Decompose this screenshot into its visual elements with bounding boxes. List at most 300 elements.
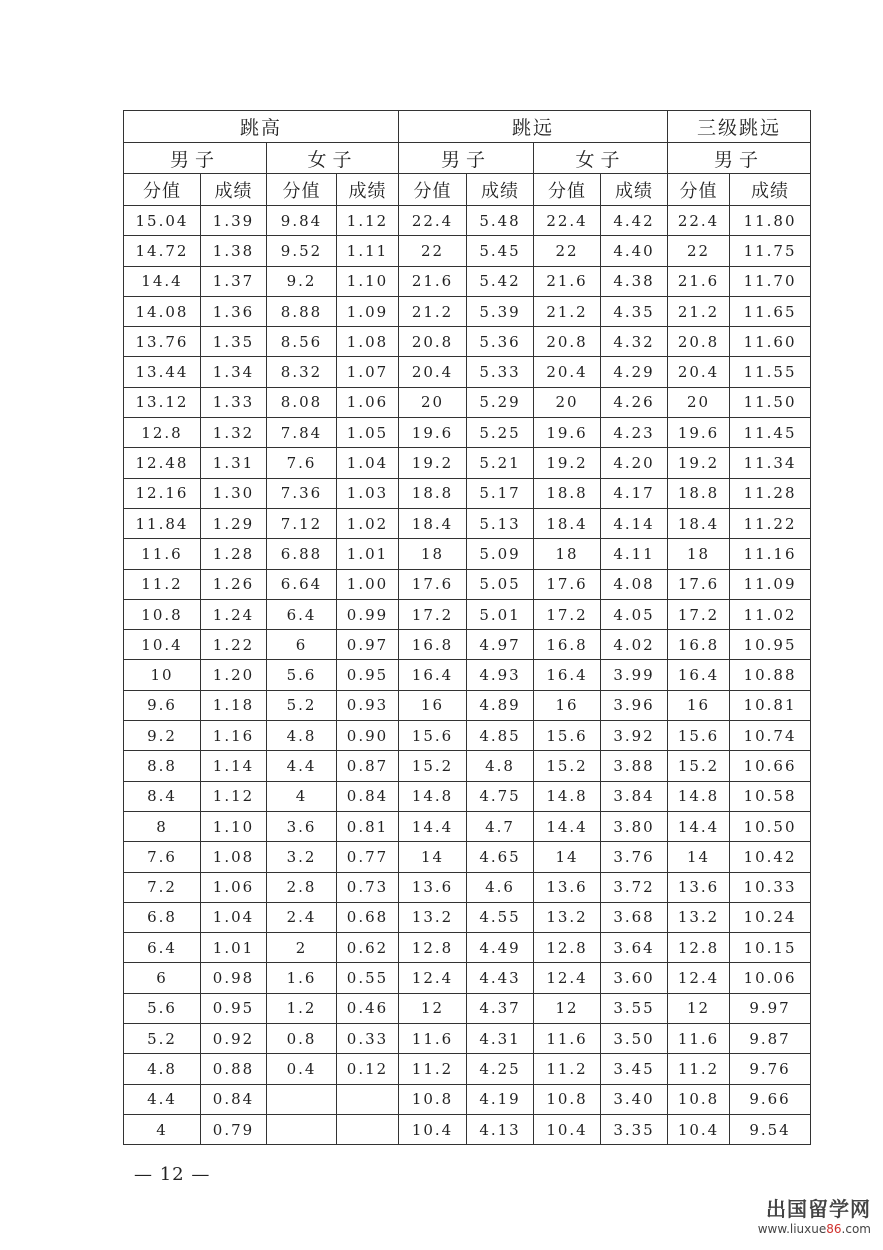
table-cell: 10.4	[399, 1114, 467, 1144]
table-cell	[267, 1084, 337, 1114]
table-cell: 12.4	[399, 963, 467, 993]
table-cell: 12.8	[534, 933, 601, 963]
table-cell: 3.60	[601, 963, 668, 993]
table-cell: 21.6	[668, 266, 730, 296]
table-cell: 4.8	[124, 1054, 201, 1084]
table-cell: 20.8	[668, 327, 730, 357]
table-cell: 17.6	[399, 569, 467, 599]
table-cell: 6.4	[267, 599, 337, 629]
table-cell: 1.04	[337, 448, 399, 478]
table-cell: 3.76	[601, 842, 668, 872]
table-cell: 1.29	[201, 508, 267, 538]
column-header: 成绩	[730, 174, 811, 206]
table-cell: 11.45	[730, 418, 811, 448]
table-cell: 4.29	[601, 357, 668, 387]
table-cell: 10.06	[730, 963, 811, 993]
table-cell: 10.33	[730, 872, 811, 902]
table-cell: 1.12	[337, 206, 399, 236]
table-cell: 12	[399, 993, 467, 1023]
table-cell: 9.84	[267, 206, 337, 236]
table-cell: 13.6	[668, 872, 730, 902]
table-cell: 1.06	[201, 872, 267, 902]
table-cell: 11.2	[534, 1054, 601, 1084]
table-cell: 16	[668, 690, 730, 720]
table-cell: 7.2	[124, 872, 201, 902]
table-cell: 11.22	[730, 508, 811, 538]
table-cell: 4.13	[467, 1114, 534, 1144]
table-cell: 1.01	[201, 933, 267, 963]
table-cell: 3.72	[601, 872, 668, 902]
table-cell: 12.4	[668, 963, 730, 993]
table-cell: 13.6	[399, 872, 467, 902]
table-cell: 8.08	[267, 387, 337, 417]
table-cell: 14.72	[124, 236, 201, 266]
table-cell: 18.8	[668, 478, 730, 508]
table-cell: 21.6	[399, 266, 467, 296]
table-cell: 19.6	[399, 418, 467, 448]
table-row	[124, 206, 811, 236]
page-number: — 12 —	[134, 1164, 211, 1185]
table-row	[124, 357, 811, 387]
table-row	[124, 327, 811, 357]
table-cell: 14.8	[534, 781, 601, 811]
column-header: 成绩	[201, 174, 267, 206]
table-row	[124, 387, 811, 417]
table-cell: 8.4	[124, 781, 201, 811]
table-cell: 10.81	[730, 690, 811, 720]
table-cell: 0.98	[201, 963, 267, 993]
table-cell: 11.75	[730, 236, 811, 266]
table-cell: 5.21	[467, 448, 534, 478]
table-cell: 1.38	[201, 236, 267, 266]
table-cell: 9.97	[730, 993, 811, 1023]
table-cell: 4.20	[601, 448, 668, 478]
table-cell: 7.6	[267, 448, 337, 478]
table-cell: 1.39	[201, 206, 267, 236]
table-cell: 3.92	[601, 721, 668, 751]
table-cell: 0.8	[267, 1024, 337, 1054]
table-cell: 12.8	[668, 933, 730, 963]
table-cell: 10.4	[534, 1114, 601, 1144]
table-cell: 3.50	[601, 1024, 668, 1054]
table-cell: 1.6	[267, 963, 337, 993]
table-cell: 16.4	[668, 660, 730, 690]
table-row	[124, 508, 811, 538]
column-header: 成绩	[601, 174, 668, 206]
table-cell: 1.16	[201, 721, 267, 751]
table-cell: 22	[668, 236, 730, 266]
table-cell: 5.6	[267, 660, 337, 690]
table-cell: 4.42	[601, 206, 668, 236]
table-cell: 17.2	[668, 599, 730, 629]
group-header-triple-jump: 三级跳远	[668, 111, 811, 143]
table-cell: 3.96	[601, 690, 668, 720]
table-cell: 10.42	[730, 842, 811, 872]
table-cell: 19.2	[534, 448, 601, 478]
table-row	[124, 236, 811, 266]
table-cell: 4.26	[601, 387, 668, 417]
table-cell: 4.65	[467, 842, 534, 872]
table-cell: 5.2	[267, 690, 337, 720]
table-cell: 10.74	[730, 721, 811, 751]
table-cell: 18.8	[399, 478, 467, 508]
table-cell: 4.02	[601, 630, 668, 660]
table-cell: 10.50	[730, 811, 811, 841]
table-cell: 0.99	[337, 599, 399, 629]
table-cell: 1.03	[337, 478, 399, 508]
table-cell: 10.15	[730, 933, 811, 963]
table-cell: 7.12	[267, 508, 337, 538]
table-cell: 1.02	[337, 508, 399, 538]
table-cell: 21.6	[534, 266, 601, 296]
table-cell: 9.66	[730, 1084, 811, 1114]
table-row	[124, 781, 811, 811]
table-cell: 3.2	[267, 842, 337, 872]
table-row	[124, 721, 811, 751]
table-cell: 15.04	[124, 206, 201, 236]
table-cell: 6.4	[124, 933, 201, 963]
table-cell: 17.6	[668, 569, 730, 599]
table-cell: 17.2	[399, 599, 467, 629]
table-cell: 8.32	[267, 357, 337, 387]
table-cell: 5.42	[467, 266, 534, 296]
table-cell: 0.68	[337, 902, 399, 932]
table-cell: 1.10	[337, 266, 399, 296]
table-cell: 7.36	[267, 478, 337, 508]
table-cell: 1.12	[201, 781, 267, 811]
table-cell: 13.6	[534, 872, 601, 902]
column-header: 分值	[668, 174, 730, 206]
table-cell	[337, 1114, 399, 1144]
table-cell: 0.81	[337, 811, 399, 841]
table-row	[124, 933, 811, 963]
table-cell: 16.8	[668, 630, 730, 660]
table-cell: 1.2	[267, 993, 337, 1023]
table-cell: 14	[399, 842, 467, 872]
table-row	[124, 872, 811, 902]
table-cell: 11.6	[668, 1024, 730, 1054]
table-cell: 1.04	[201, 902, 267, 932]
table-cell: 4.38	[601, 266, 668, 296]
table-cell: 8.8	[124, 751, 201, 781]
table-cell: 9.2	[267, 266, 337, 296]
table-cell: 1.08	[337, 327, 399, 357]
table-cell: 4.14	[601, 508, 668, 538]
table-cell: 1.14	[201, 751, 267, 781]
table-cell: 2.4	[267, 902, 337, 932]
table-cell: 15.2	[399, 751, 467, 781]
column-header: 分值	[124, 174, 201, 206]
table-cell: 1.07	[337, 357, 399, 387]
table-cell: 4.8	[467, 751, 534, 781]
group-header-high-jump: 跳高	[124, 111, 399, 143]
table-cell: 6.64	[267, 569, 337, 599]
table-cell: 1.09	[337, 296, 399, 326]
table-cell: 2	[267, 933, 337, 963]
table-cell: 6	[267, 630, 337, 660]
table-cell: 0.4	[267, 1054, 337, 1084]
table-cell: 1.11	[337, 236, 399, 266]
table-cell: 3.6	[267, 811, 337, 841]
table-cell: 0.88	[201, 1054, 267, 1084]
table-cell: 4.32	[601, 327, 668, 357]
table-cell: 6.8	[124, 902, 201, 932]
table-cell: 12.48	[124, 448, 201, 478]
table-cell: 5.33	[467, 357, 534, 387]
table-row	[124, 660, 811, 690]
table-cell: 4.49	[467, 933, 534, 963]
table-cell: 11.55	[730, 357, 811, 387]
table-row	[124, 902, 811, 932]
table-cell: 10.24	[730, 902, 811, 932]
table-cell: 11.02	[730, 599, 811, 629]
table-cell: 11.6	[399, 1024, 467, 1054]
table-cell: 8.56	[267, 327, 337, 357]
table-cell: 0.79	[201, 1114, 267, 1144]
table-row	[124, 266, 811, 296]
table-cell: 14.4	[668, 811, 730, 841]
table-cell: 4.25	[467, 1054, 534, 1084]
table-cell: 19.2	[399, 448, 467, 478]
table-cell: 13.76	[124, 327, 201, 357]
table-cell: 4.6	[467, 872, 534, 902]
table-cell: 5.2	[124, 1024, 201, 1054]
column-header: 成绩	[337, 174, 399, 206]
table-cell: 3.99	[601, 660, 668, 690]
table-cell: 11.16	[730, 539, 811, 569]
table-cell: 22.4	[534, 206, 601, 236]
table-cell: 9.52	[267, 236, 337, 266]
table-cell: 14.4	[124, 266, 201, 296]
table-cell: 20	[399, 387, 467, 417]
table-cell: 12	[668, 993, 730, 1023]
table-cell: 13.44	[124, 357, 201, 387]
table-row	[124, 963, 811, 993]
table-cell: 11.65	[730, 296, 811, 326]
table-cell: 9.2	[124, 721, 201, 751]
table-cell: 0.95	[201, 993, 267, 1023]
watermark-url-highlight: 86	[826, 1222, 842, 1236]
table-cell: 4.4	[267, 751, 337, 781]
table-cell	[337, 1084, 399, 1114]
table-cell: 18.8	[534, 478, 601, 508]
table-cell: 11.34	[730, 448, 811, 478]
table-row	[124, 842, 811, 872]
table-cell: 0.95	[337, 660, 399, 690]
table-cell: 0.90	[337, 721, 399, 751]
table-cell: 7.84	[267, 418, 337, 448]
table-cell: 10.66	[730, 751, 811, 781]
table-cell: 13.2	[534, 902, 601, 932]
score-table	[123, 110, 811, 1145]
watermark	[758, 1193, 871, 1236]
table-cell: 17.2	[534, 599, 601, 629]
table-cell: 0.46	[337, 993, 399, 1023]
table-cell: 3.40	[601, 1084, 668, 1114]
gender-header: 男子	[668, 143, 811, 174]
table-cell: 22	[534, 236, 601, 266]
table-cell: 9.76	[730, 1054, 811, 1084]
table-cell: 3.80	[601, 811, 668, 841]
table-cell: 3.84	[601, 781, 668, 811]
table-cell: 1.33	[201, 387, 267, 417]
table-cell: 14.8	[668, 781, 730, 811]
group-header-long-jump: 跳远	[399, 111, 668, 143]
table-cell: 21.2	[399, 296, 467, 326]
gender-header: 男子	[399, 143, 534, 174]
gender-header: 女子	[267, 143, 399, 174]
table-cell: 1.28	[201, 539, 267, 569]
table-cell: 22.4	[668, 206, 730, 236]
table-cell: 10.95	[730, 630, 811, 660]
table-cell: 20.8	[399, 327, 467, 357]
table-cell: 4.8	[267, 721, 337, 751]
table-cell: 22	[399, 236, 467, 266]
table-cell: 0.97	[337, 630, 399, 660]
table-cell: 4	[124, 1114, 201, 1144]
table-cell: 18	[399, 539, 467, 569]
table-cell: 4.23	[601, 418, 668, 448]
table-cell: 15.6	[534, 721, 601, 751]
table-cell: 2.8	[267, 872, 337, 902]
table-cell: 11.2	[399, 1054, 467, 1084]
table-cell: 11.6	[534, 1024, 601, 1054]
table-cell: 16.4	[534, 660, 601, 690]
table-cell: 0.93	[337, 690, 399, 720]
table-cell: 21.2	[534, 296, 601, 326]
table-cell: 5.6	[124, 993, 201, 1023]
table-cell: 0.12	[337, 1054, 399, 1084]
table-cell: 11.2	[668, 1054, 730, 1084]
table-cell: 11.60	[730, 327, 811, 357]
table-cell: 1.10	[201, 811, 267, 841]
table-cell: 1.35	[201, 327, 267, 357]
table-cell: 10.8	[399, 1084, 467, 1114]
watermark-title: 出国留学网	[766, 1197, 871, 1221]
table-cell: 14.8	[399, 781, 467, 811]
table-cell: 3.64	[601, 933, 668, 963]
table-cell: 4.08	[601, 569, 668, 599]
table-cell: 10.4	[124, 630, 201, 660]
table-cell: 4.85	[467, 721, 534, 751]
table-cell: 8.88	[267, 296, 337, 326]
table-cell: 3.45	[601, 1054, 668, 1084]
table-cell: 16.8	[534, 630, 601, 660]
table-cell: 16	[399, 690, 467, 720]
table-cell: 20	[534, 387, 601, 417]
table-cell: 1.30	[201, 478, 267, 508]
column-header: 分值	[399, 174, 467, 206]
table-row	[124, 418, 811, 448]
column-header: 成绩	[467, 174, 534, 206]
table-cell: 4.93	[467, 660, 534, 690]
table-row	[124, 993, 811, 1023]
table-cell: 1.36	[201, 296, 267, 326]
table-cell: 1.22	[201, 630, 267, 660]
table-cell: 4.89	[467, 690, 534, 720]
table-row	[124, 751, 811, 781]
table-cell: 10.8	[124, 599, 201, 629]
table-cell: 5.39	[467, 296, 534, 326]
table-cell: 19.2	[668, 448, 730, 478]
table-cell: 4	[267, 781, 337, 811]
table-cell: 5.09	[467, 539, 534, 569]
table-cell: 3.68	[601, 902, 668, 932]
table-cell: 6	[124, 963, 201, 993]
table-cell: 1.06	[337, 387, 399, 417]
table-row	[124, 448, 811, 478]
watermark-url-prefix: www.liuxue	[757, 1222, 827, 1236]
table-cell: 14.4	[534, 811, 601, 841]
table-cell: 18.4	[668, 508, 730, 538]
table-cell	[267, 1114, 337, 1144]
table-cell: 20	[668, 387, 730, 417]
table-cell: 19.6	[668, 418, 730, 448]
table-cell: 8	[124, 811, 201, 841]
table-cell: 1.20	[201, 660, 267, 690]
table-cell: 1.05	[337, 418, 399, 448]
table-row	[124, 1114, 811, 1144]
table-cell: 16.4	[399, 660, 467, 690]
table-cell: 13.12	[124, 387, 201, 417]
table-cell: 11.50	[730, 387, 811, 417]
table-row	[124, 1024, 811, 1054]
table-cell: 0.55	[337, 963, 399, 993]
table-cell: 12	[534, 993, 601, 1023]
table-cell: 18	[668, 539, 730, 569]
table-row	[124, 811, 811, 841]
table-cell: 3.55	[601, 993, 668, 1023]
table-cell: 14.4	[399, 811, 467, 841]
table-cell: 16.8	[399, 630, 467, 660]
table-cell: 4.11	[601, 539, 668, 569]
table-cell: 1.34	[201, 357, 267, 387]
table-cell: 13.2	[399, 902, 467, 932]
table-cell: 0.87	[337, 751, 399, 781]
table-cell: 4.4	[124, 1084, 201, 1114]
table-cell: 4.37	[467, 993, 534, 1023]
table-cell: 0.33	[337, 1024, 399, 1054]
table-cell: 5.29	[467, 387, 534, 417]
table-cell: 12.8	[399, 933, 467, 963]
table-row	[124, 630, 811, 660]
table-cell: 10.58	[730, 781, 811, 811]
table-cell: 4.35	[601, 296, 668, 326]
table-cell: 4.31	[467, 1024, 534, 1054]
table-row	[124, 599, 811, 629]
table-cell: 4.19	[467, 1084, 534, 1114]
table-cell: 1.31	[201, 448, 267, 478]
table-cell: 10.4	[668, 1114, 730, 1144]
table-row	[124, 1084, 811, 1114]
gender-header: 男子	[124, 143, 267, 174]
table-cell: 18.4	[534, 508, 601, 538]
table-cell: 5.05	[467, 569, 534, 599]
table-cell: 21.2	[668, 296, 730, 326]
table-cell: 5.17	[467, 478, 534, 508]
table-cell: 20.4	[668, 357, 730, 387]
table-cell: 11.84	[124, 508, 201, 538]
table-cell: 17.6	[534, 569, 601, 599]
table-cell: 9.6	[124, 690, 201, 720]
table-row	[124, 1054, 811, 1084]
table-cell: 10.88	[730, 660, 811, 690]
column-header: 分值	[534, 174, 601, 206]
table-cell: 18	[534, 539, 601, 569]
table-cell: 5.48	[467, 206, 534, 236]
table-cell: 1.24	[201, 599, 267, 629]
table-cell: 10	[124, 660, 201, 690]
